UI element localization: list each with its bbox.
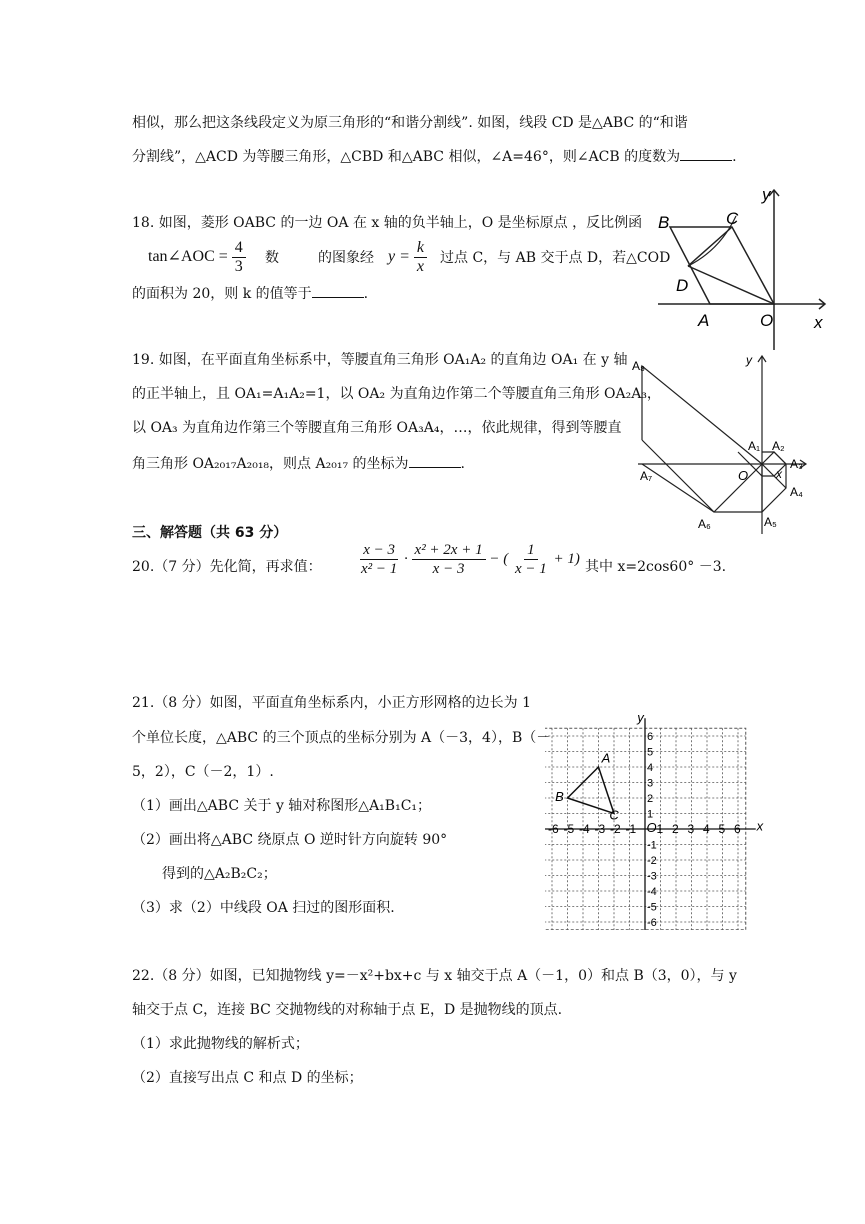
y-tick-label: -1 — [647, 839, 657, 852]
x-den: x — [416, 258, 425, 275]
label-o: O — [760, 311, 774, 330]
label-a: A — [698, 311, 710, 330]
f3-den: x − 1 — [514, 561, 547, 577]
q19-line4 — [132, 453, 465, 474]
segment-cd — [688, 227, 732, 266]
k-num: k — [414, 239, 427, 258]
q18-tan-formula — [148, 239, 246, 276]
q22-line2: 轴交于点 C，连接 BC 交抛物线的对称轴于点 E，D 是抛物线的顶点. — [132, 1002, 563, 1018]
x-tick-label: 4 — [703, 822, 710, 836]
q21-line2: 个单位长度，△ABC 的三个顶点的坐标分别为 A（－3，4），B（－ — [132, 730, 551, 746]
section-3-title: 三、解答题（共 63 分） — [132, 525, 288, 541]
tan-den: 3 — [234, 258, 243, 275]
x-tick-label: -3 — [594, 822, 606, 836]
tan-fraction — [232, 239, 246, 276]
y-tick-label: 1 — [647, 808, 654, 821]
x-tick-label: -1 — [625, 822, 637, 836]
label-y: y — [637, 710, 644, 726]
label-a: A — [601, 750, 611, 766]
q17-end: . — [732, 149, 737, 165]
q20-expression — [358, 541, 580, 578]
label-o: O — [738, 468, 749, 483]
f2-num: x² + 2x + 1 — [412, 541, 486, 560]
outer-spiral-b — [642, 366, 762, 464]
q19-line4-text: 角三角形 OA₂₀₁₇A₂₀₁₈，则点 A₂₀₁₇ 的坐标为 — [132, 456, 409, 472]
answer-blank — [312, 283, 364, 298]
q18-end: . — [363, 286, 369, 302]
y-tick-label: 4 — [647, 762, 654, 774]
answer-blank — [680, 146, 732, 161]
f2-den: x − 3 — [432, 561, 465, 577]
q18-line1: 18. 如图，菱形 OABC 的一边 OA 在 x 轴的负半轴上，O 是坐标原点 ，反比例函 — [132, 215, 643, 231]
label-c: C — [726, 209, 739, 228]
q18-mid: 的图象经 — [318, 250, 374, 266]
label-c: C — [609, 807, 619, 823]
q18-rhombus-figure — [650, 180, 830, 355]
y-eq: y = — [388, 248, 410, 266]
label-a4: A₄ — [790, 485, 803, 499]
x-tick-label: -2 — [610, 822, 621, 836]
q18-y-formula — [388, 239, 427, 276]
x-tick-label: -4 — [579, 822, 590, 836]
fraction-2 — [412, 541, 486, 578]
q21-line1: 21.（8 分）如图，平面直角坐标系内，小正方形网格的边长为 1 — [132, 695, 531, 711]
q18-line3 — [132, 283, 368, 304]
y-tick-label: -5 — [647, 901, 657, 914]
q19-line1: 19. 如图，在平面直角坐标系中，等腰直角三角形 OA₁A₂ 的直角边 OA₁ 在 y 轴 — [132, 352, 628, 368]
triangle-abc — [568, 767, 615, 814]
q21-line3: 5，2），C（－2，1）. — [132, 764, 274, 780]
label-x: x — [756, 818, 764, 834]
tan-text: tan∠AOC = — [148, 248, 228, 266]
q19-end: . — [460, 456, 465, 472]
q18-shu: 数 — [265, 250, 279, 266]
label-o: O — [646, 820, 657, 836]
y-tick-label: 6 — [647, 731, 654, 743]
dot: · — [404, 550, 408, 567]
label-a8: A₈ — [632, 359, 645, 373]
x-tick-label: 1 — [656, 822, 664, 836]
q17-line2-text: 分割线”，△ACD 为等腰三角形，△CBD 和△ABC 相似，∠A=46°，则∠ACB 的度数为 — [132, 149, 681, 165]
y-tick-label: -6 — [647, 917, 657, 929]
label-a3: A₃ — [790, 457, 803, 471]
x-tick-label: -6 — [548, 822, 559, 836]
x-tick-label: 3 — [687, 822, 695, 836]
x-tick-label: 5 — [718, 822, 726, 836]
y-tick-label: 3 — [647, 777, 654, 790]
q17-line2 — [132, 146, 737, 167]
k-over-x — [414, 239, 427, 276]
x-tick-label: 6 — [734, 822, 741, 836]
q19-line2: 的正半轴上，且 OA₁=A₁A₂=1，以 OA₂ 为直角边作第二个等腰直角三角形 OA₂A₃， — [132, 386, 661, 402]
q21-item3: （3）求（2）中线段 OA 扫过的图形面积. — [132, 900, 395, 916]
label-a2: A₂ — [772, 439, 785, 453]
label-y: y — [746, 353, 752, 367]
y-tick-label: 5 — [647, 746, 654, 759]
q22-item2: （2）直接写出点 C 和点 D 的坐标； — [132, 1070, 363, 1086]
q22-line1: 22.（8 分）如图，已知抛物线 y=－x²+bx+c 与 x 轴交于点 A（－1，0）和点 B（3，0），与 y — [132, 968, 737, 984]
q17-line1: 相似，那么把这条线段定义为原三角形的“和谐分割线”. 如图，线段 CD 是△ABC 的“和谐 — [132, 115, 688, 131]
q21-item1: （1）画出△ABC 关于 y 轴对称图形△A₁B₁C₁； — [132, 798, 432, 814]
label-y: y — [762, 185, 771, 204]
y-tick-label: 2 — [647, 793, 654, 805]
label-b: B — [658, 213, 670, 232]
q21-item2a: （2）画出将△ABC 绕原点 O 逆时针方向旋转 90° — [132, 832, 448, 848]
fraction-1 — [358, 541, 400, 578]
q19-line3: 以 OA₃ 为直角边作第三个等腰直角三角形 OA₃A₄，…，依此规律，得到等腰直 — [132, 420, 622, 436]
tan-num: 4 — [232, 239, 246, 258]
f1-num: x − 3 — [360, 541, 398, 560]
q22-item1: （1）求此抛物线的解析式； — [132, 1036, 309, 1052]
label-a7: A₇ — [640, 469, 653, 483]
x-tick-label: 2 — [672, 822, 679, 836]
q20-prefix: 20.（7 分）先化简，再求值： — [132, 559, 322, 575]
label-d: D — [676, 276, 689, 295]
q18-after: 过点 C，与 AB 交于点 D，若△COD — [440, 250, 671, 266]
inner-rays — [762, 452, 786, 464]
label-x: x — [776, 467, 782, 481]
label-b: B — [555, 789, 564, 805]
label-a6: A₆ — [698, 517, 711, 531]
q20-suffix: 其中 x=2cos60° －3. — [585, 559, 727, 575]
q19-spiral-figure — [630, 348, 815, 538]
answer-blank — [409, 453, 461, 468]
q21-coordinate-grid — [545, 700, 785, 930]
label-a1: A₁ — [748, 439, 761, 453]
x-tick-label: -5 — [563, 822, 575, 836]
label-a5: A₅ — [764, 515, 777, 529]
y-tick-label: -2 — [647, 855, 657, 867]
y-tick-label: -3 — [647, 870, 657, 883]
plus-one: + 1) — [553, 550, 580, 567]
f1-den: x² − 1 — [361, 561, 398, 577]
fraction-3 — [512, 541, 550, 578]
minus-paren: − ( — [489, 550, 509, 567]
label-x: x — [814, 313, 823, 332]
y-tick-label: -4 — [647, 886, 657, 898]
q21-item2b: 得到的△A₂B₂C₂； — [162, 866, 277, 882]
segment-a7-a6 — [642, 464, 714, 512]
f3-num: 1 — [524, 541, 538, 560]
q18-line3-text: 的面积为 20，则 k 的值等于 — [132, 286, 312, 302]
